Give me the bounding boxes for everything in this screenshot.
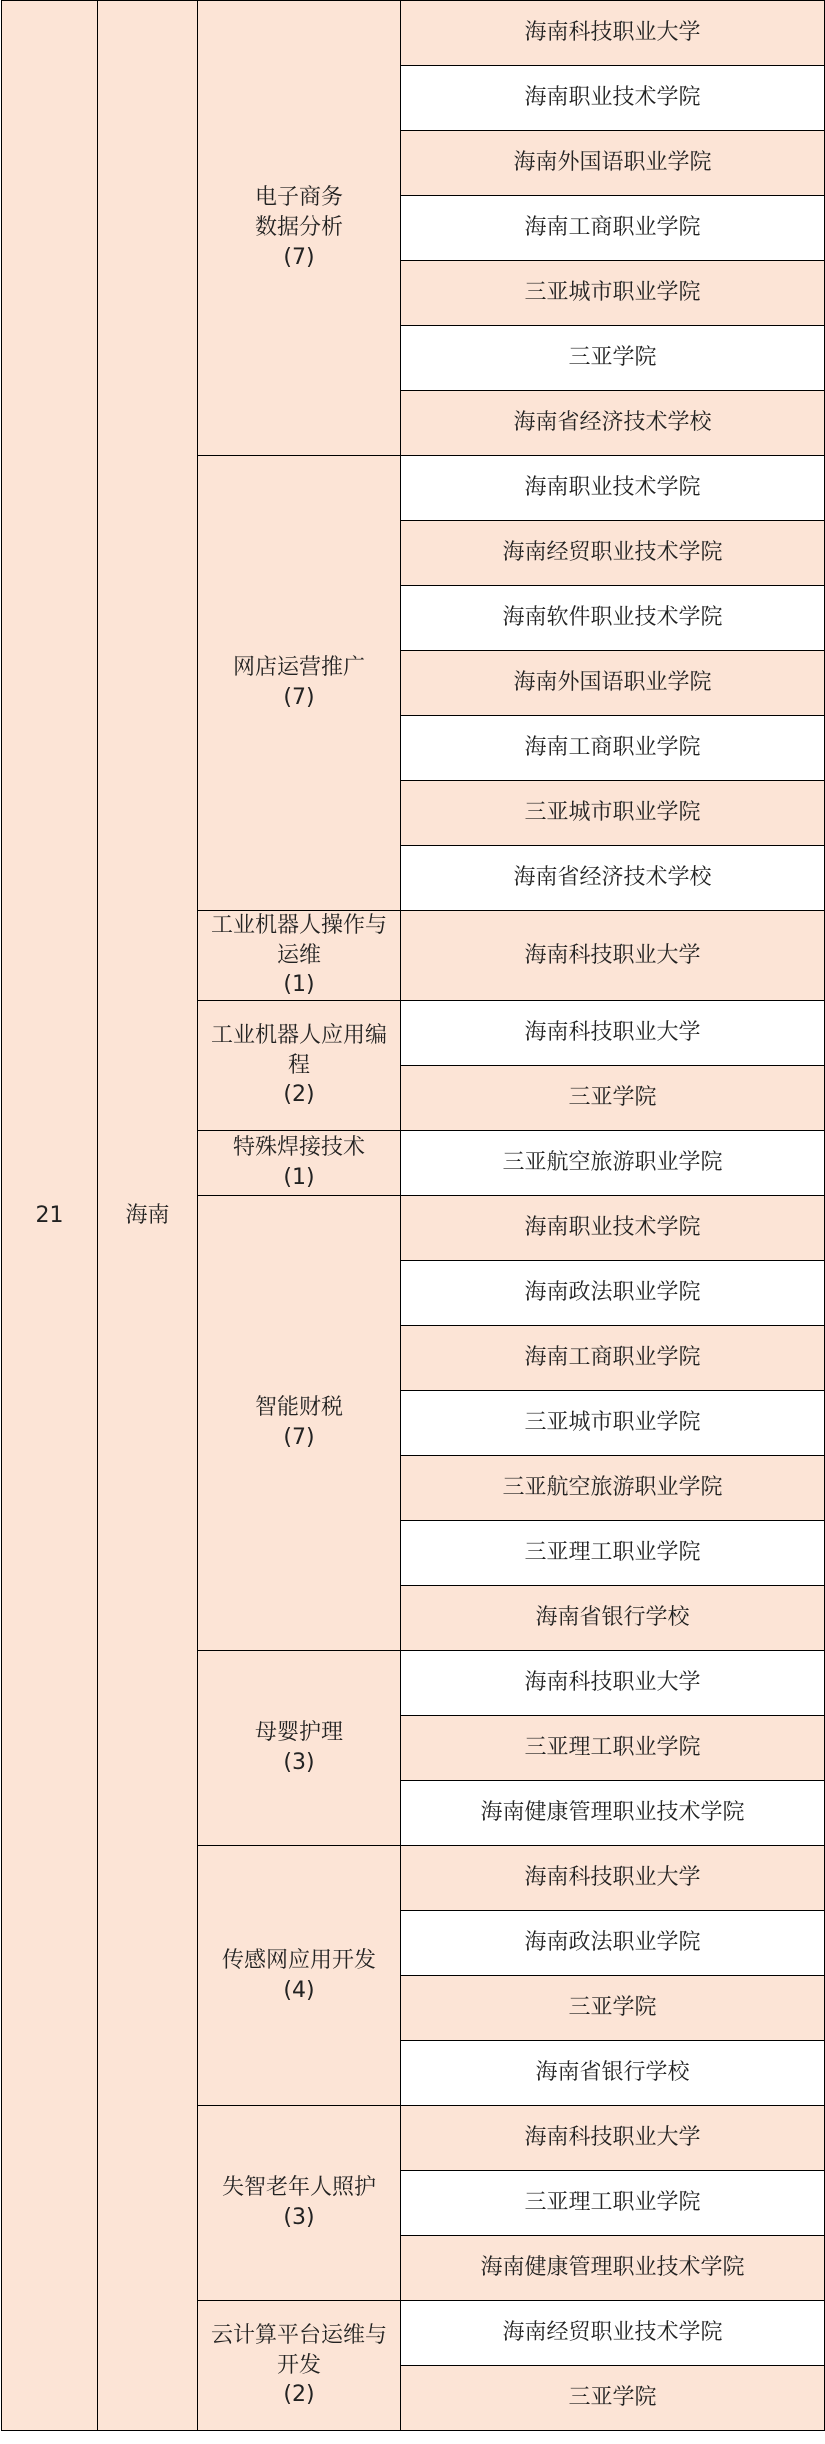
certificate-count: (3) [283, 2205, 315, 2231]
certificate-count: (7) [283, 1425, 315, 1451]
certificate-name-line: 云计算平台运维与 [210, 2323, 387, 2349]
school-name-cell: 三亚学院 [401, 326, 825, 391]
certificate-name-line: 数据分析 [254, 215, 343, 241]
certificate-count: (2) [283, 1082, 315, 1108]
certificate-name-line: 失智老年人照护 [221, 2175, 376, 2201]
school-name-cell: 海南省经济技术学校 [401, 846, 825, 911]
certificate-name-line: 电子商务 [254, 185, 343, 211]
certificate-count: (1) [283, 972, 315, 998]
row-index-cell: 21 [2, 1, 98, 2431]
school-name-cell: 三亚城市职业学院 [401, 261, 825, 326]
school-name-cell: 海南省银行学校 [401, 2041, 825, 2106]
certificate-name-line: 开发 [276, 2352, 321, 2378]
school-name-cell: 海南健康管理职业技术学院 [401, 2236, 825, 2301]
school-name-cell: 海南职业技术学院 [401, 456, 825, 521]
school-name-cell: 三亚理工职业学院 [401, 1521, 825, 1586]
certificate-name-cell [198, 1, 401, 456]
certificate-name-line: 工业机器人应用编 [210, 1023, 387, 1049]
certificate-count: (2) [283, 2382, 315, 2408]
certificate-name-cell [198, 1196, 401, 1651]
school-name-cell: 海南软件职业技术学院 [401, 586, 825, 651]
school-name-cell: 海南省银行学校 [401, 1586, 825, 1651]
certificate-name-line: 智能财税 [254, 1395, 343, 1421]
school-name-cell: 海南职业技术学院 [401, 1196, 825, 1261]
school-name-cell: 海南政法职业学院 [401, 1261, 825, 1326]
certificate-count: (7) [283, 244, 315, 270]
school-name-cell: 海南科技职业大学 [401, 1651, 825, 1716]
school-name-cell: 海南外国语职业学院 [401, 651, 825, 716]
certificate-count: (7) [283, 685, 315, 710]
school-name-cell: 海南工商职业学院 [401, 716, 825, 781]
certificate-count: (3) [283, 1750, 315, 1776]
certificate-name-cell [198, 1846, 401, 2106]
school-name-cell: 三亚航空旅游职业学院 [401, 1131, 825, 1196]
school-name-cell: 海南经贸职业技术学院 [401, 521, 825, 586]
certificate-count: (1) [283, 1165, 315, 1191]
certificate-name-line: 运维 [276, 942, 321, 968]
table-row [2, 1, 825, 66]
certificate-name-line: 网店运营推广 [232, 655, 365, 681]
school-name-cell: 海南健康管理职业技术学院 [401, 1781, 825, 1846]
school-name-cell: 海南科技职业大学 [401, 1846, 825, 1911]
school-name-cell: 海南工商职业学院 [401, 196, 825, 261]
certificate-name-line: 传感网应用开发 [221, 1947, 376, 1973]
school-name-cell: 三亚理工职业学院 [401, 2171, 825, 2236]
school-name-cell: 三亚城市职业学院 [401, 781, 825, 846]
school-name-cell: 海南外国语职业学院 [401, 131, 825, 196]
school-name-cell: 海南经贸职业技术学院 [401, 2301, 825, 2366]
certificate-name-cell [198, 2106, 401, 2301]
school-name-cell: 海南科技职业大学 [401, 1, 825, 66]
certificate-name-line: 程 [287, 1052, 310, 1078]
certificate-name-cell [198, 1001, 401, 1131]
certificate-name-line: 工业机器人操作与 [210, 913, 387, 938]
certificate-name-line: 特殊焊接技术 [232, 1135, 365, 1161]
certificate-name-cell [198, 1651, 401, 1846]
certificate-school-table [1, 0, 825, 2431]
school-name-cell: 海南省经济技术学校 [401, 391, 825, 456]
school-name-cell: 海南科技职业大学 [401, 911, 825, 1001]
province-cell: 海南 [98, 1, 198, 2431]
certificate-name-cell [198, 911, 401, 1001]
certificate-name-cell [198, 1131, 401, 1196]
school-name-cell: 三亚城市职业学院 [401, 1391, 825, 1456]
certificate-name-cell [198, 456, 401, 911]
school-name-cell: 三亚航空旅游职业学院 [401, 1456, 825, 1521]
school-name-cell: 海南工商职业学院 [401, 1326, 825, 1391]
school-name-cell: 海南科技职业大学 [401, 2106, 825, 2171]
school-name-cell: 海南科技职业大学 [401, 1001, 825, 1066]
school-name-cell: 三亚学院 [401, 1976, 825, 2041]
certificate-name-cell [198, 2301, 401, 2431]
certificate-count: (4) [283, 1977, 315, 2003]
school-name-cell: 海南职业技术学院 [401, 66, 825, 131]
school-name-cell: 三亚理工职业学院 [401, 1716, 825, 1781]
school-name-cell: 三亚学院 [401, 2366, 825, 2431]
school-name-cell: 海南政法职业学院 [401, 1911, 825, 1976]
certificate-name-line: 母婴护理 [254, 1720, 343, 1746]
school-name-cell: 三亚学院 [401, 1066, 825, 1131]
